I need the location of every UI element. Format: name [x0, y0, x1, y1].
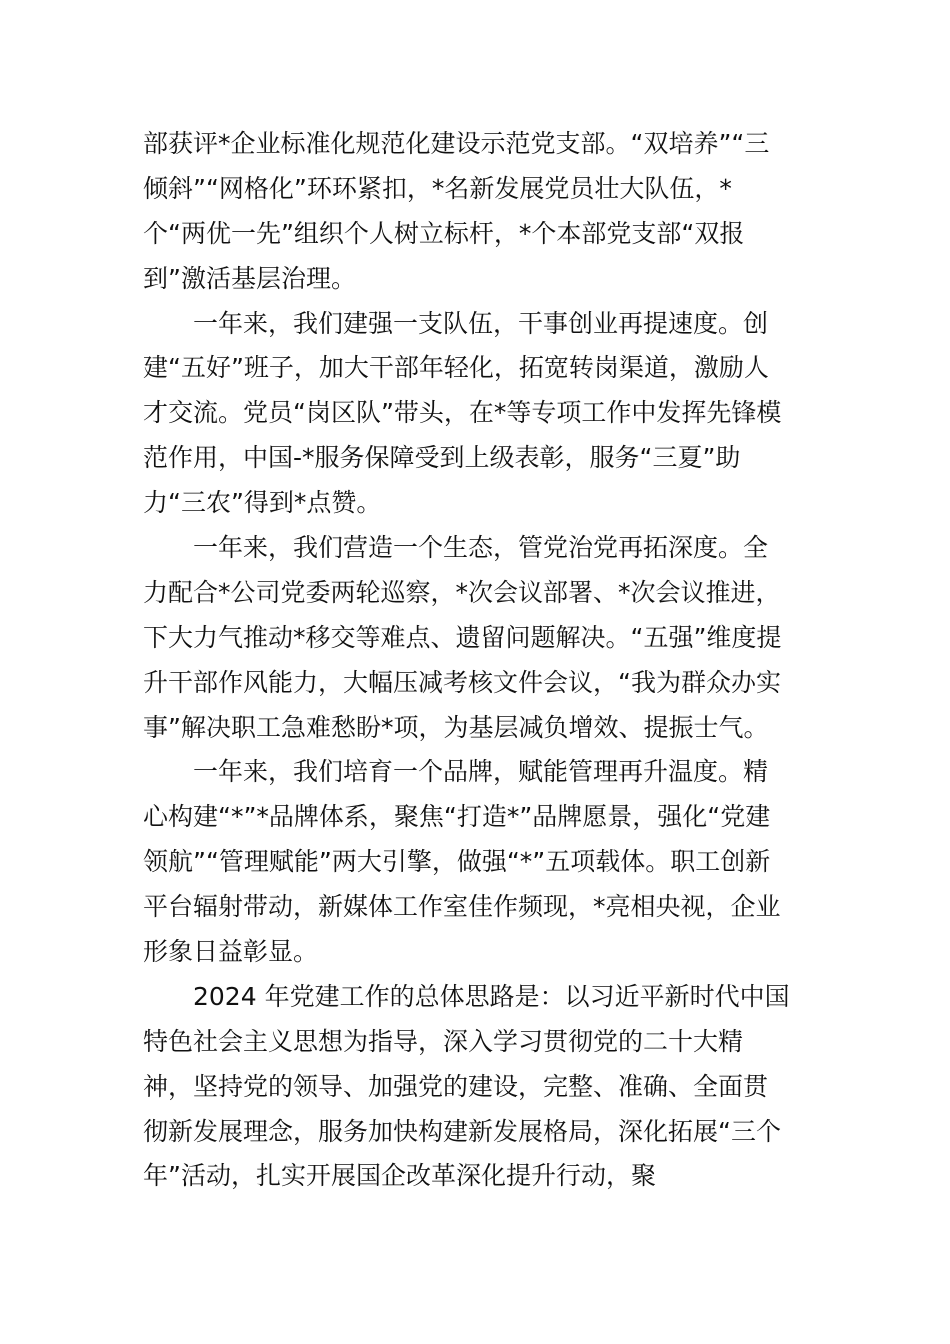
text-line: 才交流。党员“岗区队”带头，在*等专项工作中发挥先锋模	[143, 398, 782, 428]
text-line: 特色社会主义思想为指导，深入学习贯彻党的二十大精	[143, 1026, 744, 1056]
paragraph	[143, 302, 813, 526]
text-line: 年”活动，扎实开展国企改革深化提升行动，聚	[143, 1161, 656, 1191]
text-line: 形象日益彰显。	[143, 937, 319, 967]
text-line: 2024 年党建工作的总体思路是：以习近平新时代中国	[193, 981, 790, 1011]
text-line: 平台辐射带动，新媒体工作室佳作频现，*亮相央视，企业	[143, 892, 781, 922]
text-line: 到”激活基层治理。	[143, 263, 356, 293]
text-line: 力配合*公司党委两轮巡察，*次会议部署、*次会议推进，	[143, 577, 781, 607]
text-line: 事”解决职工急难愁盼*项，为基层减负增效、提振士气。	[143, 712, 769, 742]
text-line: 彻新发展理念，服务加快构建新发展格局，深化拓展“三个	[143, 1116, 781, 1146]
text-line: 心构建“*”*品牌体系，聚焦“打造*”品牌愿景，强化“党建	[143, 802, 771, 832]
paragraph	[143, 122, 813, 302]
text-line: 力“三农”得到*点赞。	[143, 488, 382, 518]
text-line: 神，坚持党的领导、加强党的建设，完整、准确、全面贯	[143, 1071, 769, 1101]
text-line: 领航”“管理赋能”两大引擎，做强“*”五项载体。职工创新	[143, 847, 771, 877]
paragraph	[143, 975, 813, 1199]
text-line: 个“两优一先”组织个人树立标杆，*个本部党支部“双报	[143, 218, 745, 248]
text-line: 建“五好”班子，加大干部年轻化，拓宽转岗渠道，激励人	[143, 353, 769, 383]
text-line: 升干部作风能力，大幅压减考核文件会议，“我为群众办实	[143, 667, 781, 697]
text-line: 范作用，中国-*服务保障受到上级表彰，服务“三夏”助	[143, 443, 741, 473]
text-line: 一年来，我们培育一个品牌，赋能管理再升温度。精	[193, 757, 769, 787]
text-line: 一年来，我们建强一支队伍，干事创业再提速度。创	[193, 308, 769, 338]
paragraph	[143, 526, 813, 750]
text-line: 部获评*企业标准化规范化建设示范党支部。“双培养”“三	[143, 129, 770, 158]
paragraph	[143, 750, 813, 974]
text-line: 一年来，我们营造一个生态，管党治党再拓深度。全	[193, 533, 769, 563]
text-line: 下大力气推动*移交等难点、遗留问题解决。“五强”维度提	[143, 622, 782, 652]
document-body	[143, 122, 813, 1199]
text-line: 倾斜”“网格化”环环紧扣，*名新发展党员壮大队伍，*	[143, 173, 732, 203]
